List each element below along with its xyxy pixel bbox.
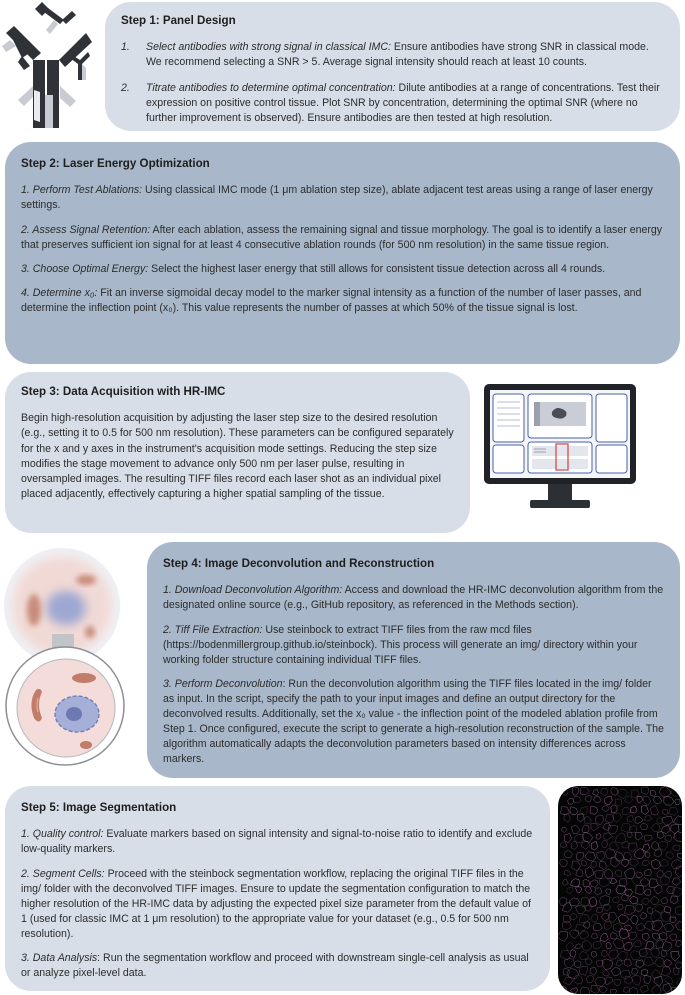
step1-item-lead: Select antibodies with strong signal in classical IMC:: [146, 41, 391, 54]
step2-item: [21, 183, 664, 213]
step5-item: [21, 827, 534, 857]
step3-panel: [5, 372, 470, 533]
step1-title: Step 1: Panel Design: [121, 14, 236, 27]
step2-item-lead: 1. Perform Test Ablations:: [21, 184, 143, 197]
segmentation-mask-image: [558, 786, 682, 994]
antibody-icon-small-top: [35, 2, 76, 34]
step1-list: [121, 40, 664, 125]
step4-item-text: Use steinbock to extract TIFF files from the raw mcd files (https://bodenmillergroup.github.io/steinbock). This process will generate an img/ directory within your working folder structure containing individual TIFF files.: [163, 623, 638, 666]
step4-item-lead: 2. Tiff File Extraction:: [163, 623, 263, 636]
antibody-icon-small-right: [70, 52, 90, 80]
step3-title: Step 3: Data Acquisition with HR-IMC: [21, 385, 226, 398]
segmentation-mask-icon: [558, 786, 682, 994]
step4-panel: [147, 542, 680, 778]
step2-item-lead: 2. Assess Signal Retention:: [21, 223, 151, 236]
step5-item-lead: 2. Segment Cells:: [21, 867, 105, 880]
step4-item: [163, 623, 664, 668]
step1-item-lead: Titrate antibodies to determine optimal concentration:: [146, 81, 396, 94]
step5-item-text: : Run the segmentation workflow and proceed with downstream single-cell analysis as usual or analyze pixel-level data.: [21, 951, 529, 979]
step1-panel: [105, 2, 680, 131]
step2-item-text: Fit an inverse sigmoidal decay model to the marker signal intensity as a function of the number of laser passes, and determine the inflection point (x₀). This value represents the number of passes at which 50% of the tissue signal is lost.: [21, 286, 642, 314]
step5-panel: [5, 786, 550, 991]
step4-item-lead: 3. Perform Deconvolution: [163, 677, 283, 690]
step5-item-text: Evaluate markers based on signal intensity and signal-to-noise ratio to identify and exclude low-quality markers.: [21, 828, 533, 856]
step2-item-text: Using classical IMC mode (1 μm ablation step size), ablate adjacent test areas using a range of laser energy settings.: [21, 184, 653, 212]
step2-item-lead: 4. Determine x₀:: [21, 286, 98, 299]
step1-item: [121, 81, 664, 126]
step5-item-lead: 1. Quality control:: [21, 828, 104, 841]
step1-item-body: [146, 40, 664, 70]
antibody-illustration: [0, 0, 100, 130]
step4-title: Step 4: Image Deconvolution and Reconstruction: [163, 557, 435, 570]
cell-illustration: [0, 548, 150, 766]
step2-title: Step 2: Laser Energy Optimization: [21, 157, 210, 170]
step2-item: [21, 262, 664, 277]
step4-item-text: : Run the deconvolution algorithm using the TIFF files located in the img/ folder as input. In the script, specify the path to your input images and define an output directory for the deconvolved results. Additionally, set the x₀ value - the inflection point of the modeled ablation profile from Step 1. Once configured, execute the script to generate a high-resolution reconstruction of the sample. The algorithm automatically adapts the deconvolution parameters based on intensity differences across markers.: [163, 677, 664, 765]
sharp-cell-icon: [6, 647, 124, 765]
step4-item: [163, 583, 664, 613]
step1-item: [121, 40, 664, 70]
step2-item-lead: 3. Choose Optimal Energy:: [21, 262, 149, 275]
step5-item-lead: 3. Data Analysis: [21, 951, 98, 964]
step2-item-text: After each ablation, assess the remaining signal and tissue morphology. The goal is to identify a laser energy that preserves sufficient ion signal for at least 4 consecutive ablation rounds (for 500 nm resolution) in the same tissue region.: [21, 223, 663, 251]
step2-item: [21, 223, 664, 253]
step5-item-text: Proceed with the steinbock segmentation workflow, replacing the original TIFF files in the img/ folder with the deconvolved TIFF images. Ensure to update the segmentation configuration to match the higher resolution of the HR-IMC data by adjusting the expected pixel size parameter from the default value of 1 (used for classic IMC at 1 μm resolution) to the appropriate value for your dataset (e.g., 0.5 for 500 nm resolution).: [21, 867, 531, 940]
step1-item-text: Dilute antibodies at a range of concentrations. Test their expression on positive control tissue. Plot SNR by concentration, determining the optimal SNR (where no further improvement is observed). Ensure antibodies are then tested at high resolution.: [146, 81, 660, 124]
antibody-icon-small-left: [2, 30, 30, 70]
step3-text: Begin high-resolution acquisition by adjusting the laser step size to the desired resolution (e.g., setting it to 0.5 for 500 nm resolution). These parameters can be configured separately for the x and y axes in the instrument's acquisition mode settings. Reducing the step size modifies the stage movement to advance only 500 nm per laser pulse, resulting in oversampled images. The resulting TIFF files record each laser shot as an individual pixel placed adjacently, effectively capturing a higher spatial sampling of the tissue.: [21, 412, 454, 500]
step2-panel: [5, 142, 680, 364]
monitor-illustration: [480, 380, 640, 520]
step4-item-lead: 1. Download Deconvolution Algorithm:: [163, 584, 343, 597]
step1-item-text: Ensure antibodies have strong SNR in classical mode. We recommend selecting a SNR > 5. Average signal intensity should reach at least 10 counts.: [146, 41, 649, 69]
step2-item: [21, 286, 664, 316]
monitor-icon: [484, 384, 636, 508]
step4-item: [163, 677, 664, 767]
step5-item: [21, 867, 534, 942]
step1-item-number: 1.: [121, 41, 130, 54]
step1-item-number: 2.: [121, 81, 130, 94]
step5-title: Step 5: Image Segmentation: [21, 801, 177, 814]
step5-item: [21, 951, 534, 981]
step2-item-text: Select the highest laser energy that still allows for consistent tissue detection across all 4 rounds.: [148, 262, 606, 275]
step4-item-text: Access and download the HR-IMC deconvolution algorithm from the designated online source (e.g., GitHub repository, as referenced in the Methods section).: [163, 584, 664, 612]
step1-item-body: [146, 81, 664, 126]
